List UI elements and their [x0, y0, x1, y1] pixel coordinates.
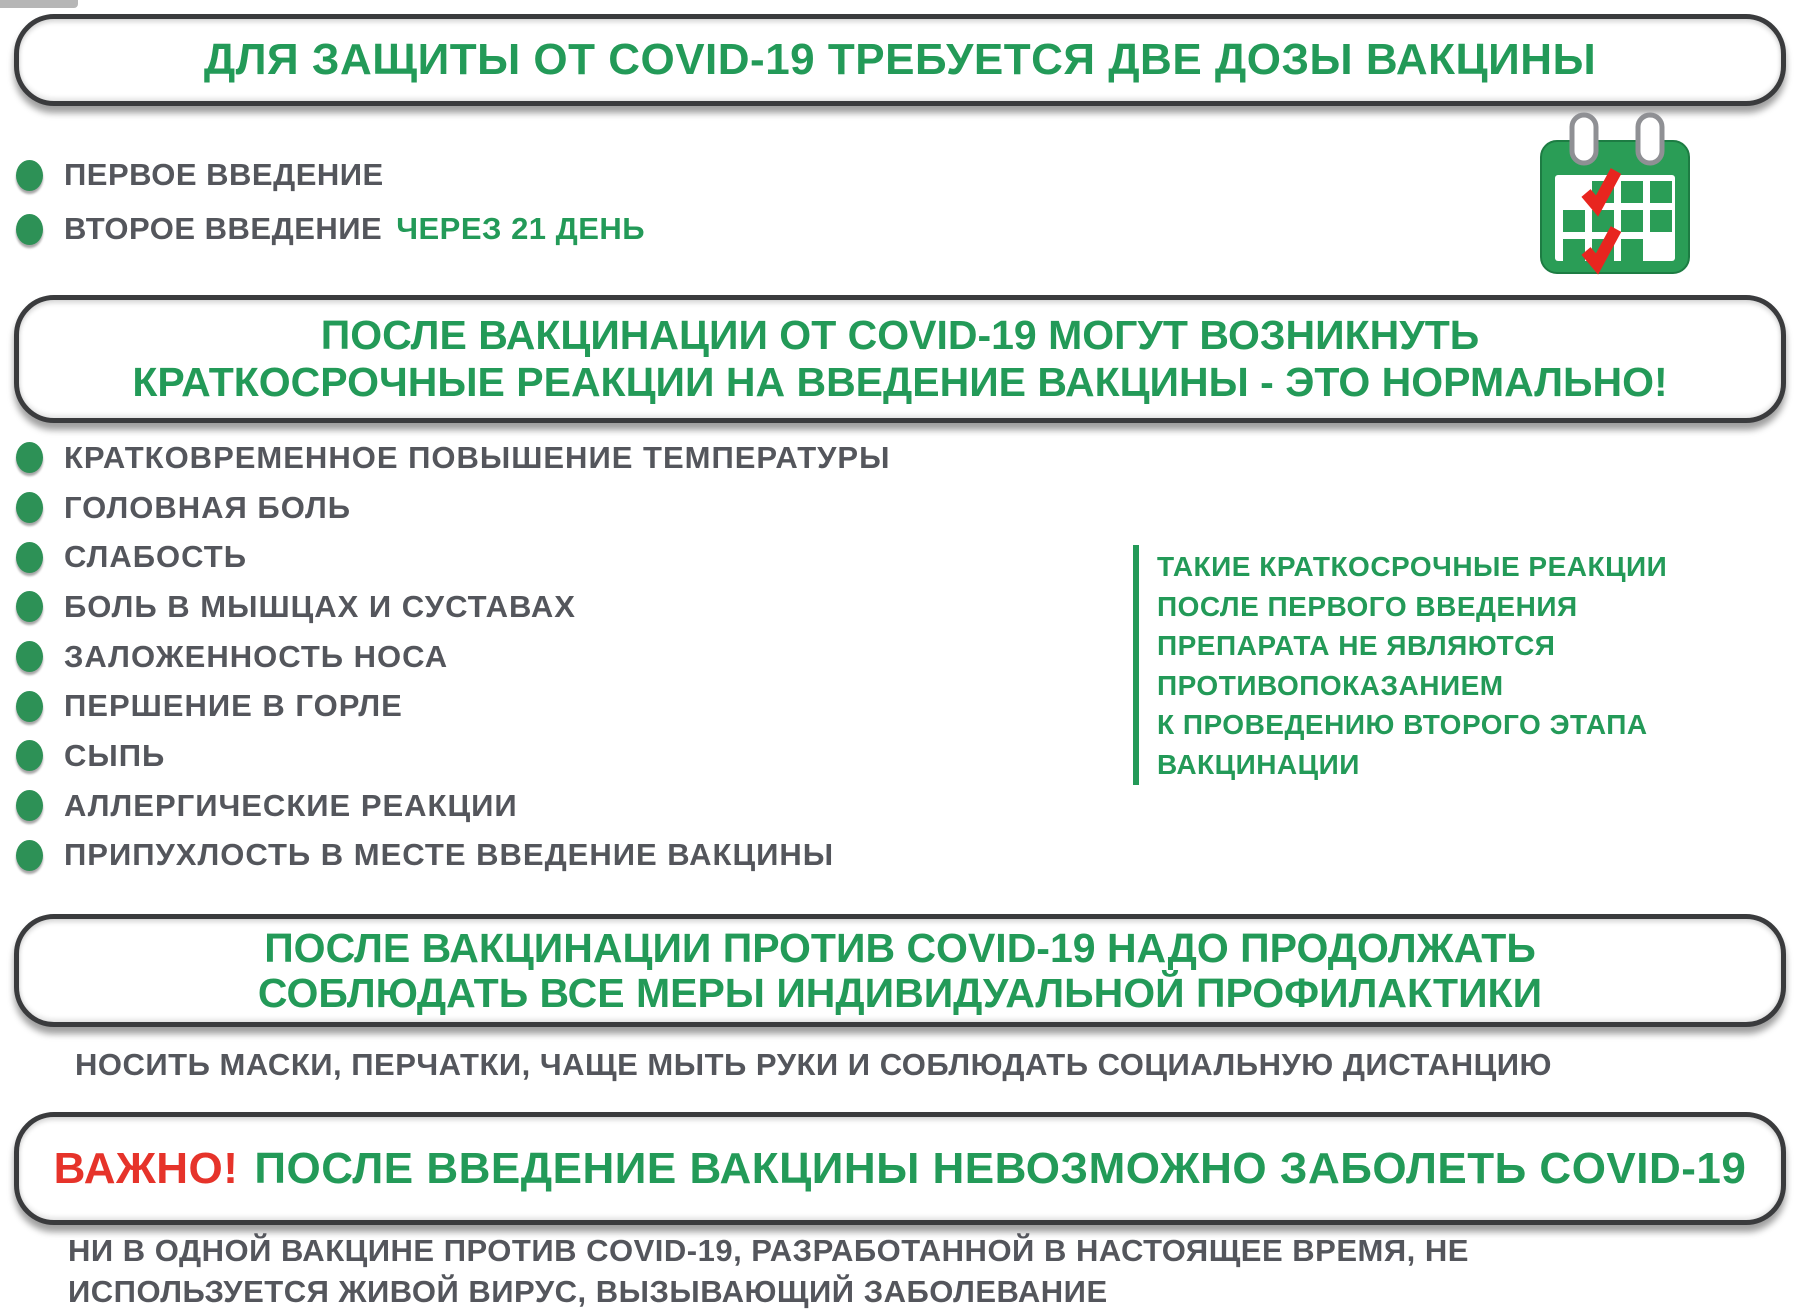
banner-important-text: ПОСЛЕ ВВЕДЕНИЕ ВАКЦИНЫ НЕВОЗМОЖНО ЗАБОЛЕТЬ COVID-19	[254, 1143, 1747, 1193]
list-item	[16, 632, 890, 682]
list-item	[16, 781, 890, 831]
note-line: К ПРОВЕДЕНИЮ ВТОРОГО ЭТАПА	[1157, 709, 1648, 740]
banner-prevention-line1: ПОСЛЕ ВАКЦИНАЦИИ ПРОТИВ COVID-19 НАДО ПРОДОЛЖАТЬ	[264, 924, 1536, 971]
crop-artifact	[0, 0, 78, 8]
list-item	[16, 532, 890, 582]
bullet-icon	[16, 442, 43, 473]
banner-prevention	[14, 914, 1786, 1027]
reaction-label: КРАТКОВРЕМЕННОЕ ПОВЫШЕНИЕ ТЕМПЕРАТУРЫ	[64, 439, 891, 475]
bullet-icon	[16, 214, 43, 245]
reaction-list	[16, 433, 890, 880]
calendar-icon	[1538, 111, 1700, 279]
note-line: ПРОТИВОПОКАЗАНИЕМ	[1157, 669, 1504, 701]
banner-two-doses-title: ДЛЯ ЗАЩИТЫ ОТ COVID-19 ТРЕБУЕТСЯ ДВЕ ДОЗЫ ВАКЦИНЫ	[203, 35, 1597, 84]
bullet-icon	[16, 840, 43, 871]
bullet-icon	[16, 160, 43, 191]
banner-important	[14, 1112, 1786, 1225]
side-note	[1157, 547, 1667, 784]
bullet-icon	[16, 591, 43, 622]
dose-second-highlight: ЧЕРЕЗ 21 ДЕНЬ	[396, 211, 646, 246]
dose-schedule-list	[16, 148, 645, 256]
list-item	[16, 681, 890, 731]
reaction-label: ПЕРШЕНИЕ В ГОРЛЕ	[64, 688, 403, 724]
reaction-label: ПРИПУХЛОСТЬ В МЕСТЕ ВВЕДЕНИЕ ВАКЦИНЫ	[64, 837, 835, 873]
footer-line2: ИСПОЛЬЗУЕТСЯ ЖИВОЙ ВИРУС, ВЫЗЫВАЮЩИЙ ЗАБОЛЕВАНИЕ	[68, 1274, 1108, 1309]
reaction-label: СЫПЬ	[64, 737, 166, 773]
banner-two-doses	[14, 14, 1786, 106]
bullet-icon	[16, 691, 43, 722]
bullet-icon	[16, 492, 43, 523]
reaction-label: БОЛЬ В МЫШЦАХ И СУСТАВАХ	[64, 588, 576, 624]
bullet-icon	[16, 542, 43, 573]
reaction-label: СЛАБОСТЬ	[64, 539, 247, 575]
list-item	[16, 433, 890, 483]
reaction-label: ГОЛОВНАЯ БОЛЬ	[64, 489, 352, 525]
list-item	[16, 148, 645, 202]
bullet-icon	[16, 740, 43, 771]
banner-reactions	[14, 295, 1786, 423]
banner-reactions-line2: КРАТКОСРОЧНЫЕ РЕАКЦИИ НА ВВЕДЕНИЕ ВАКЦИНЫ - ЭТО НОРМАЛЬНО!	[132, 359, 1668, 405]
reaction-label: АЛЛЕРГИЧЕСКИЕ РЕАКЦИИ	[64, 787, 518, 823]
note-line: ПРЕПАРАТА НЕ ЯВЛЯЮТСЯ	[1157, 630, 1556, 661]
list-item	[16, 731, 890, 781]
list-item	[16, 202, 645, 256]
banner-prevention-line2: СОБЛЮДАТЬ ВСЕ МЕРЫ ИНДИВИДУАЛЬНОЙ ПРОФИЛАКТИКИ	[257, 969, 1543, 1016]
important-label: ВАЖНО!	[53, 1143, 239, 1193]
note-accent-bar	[1133, 545, 1139, 785]
bullet-icon	[16, 641, 43, 672]
note-line: ВАКЦИНАЦИИ	[1157, 748, 1360, 780]
reaction-label: ЗАЛОЖЕННОСТЬ НОСА	[64, 638, 449, 674]
bullet-icon	[16, 790, 43, 821]
dose-first-label: ПЕРВОЕ ВВЕДЕНИЕ	[64, 157, 384, 192]
prevention-note: НОСИТЬ МАСКИ, ПЕРЧАТКИ, ЧАЩЕ МЫТЬ РУКИ И СОБЛЮДАТЬ СОЦИАЛЬНУЮ ДИСТАНЦИЮ	[75, 1047, 1552, 1082]
banner-reactions-line1: ПОСЛЕ ВАКЦИНАЦИИ ОТ COVID-19 МОГУТ ВОЗНИКНУТЬ	[320, 312, 1480, 358]
list-item	[16, 831, 890, 881]
footer-line1: НИ В ОДНОЙ ВАКЦИНЕ ПРОТИВ COVID-19, РАЗРАБОТАННОЙ В НАСТОЯЩЕЕ ВРЕМЯ, НЕ	[68, 1233, 1469, 1268]
dose-second-label: ВТОРОЕ ВВЕДЕНИЕ	[64, 211, 383, 246]
list-item	[16, 582, 890, 632]
note-line: ПОСЛЕ ПЕРВОГО ВВЕДЕНИЯ	[1157, 590, 1578, 622]
list-item	[16, 483, 890, 533]
note-line: ТАКИЕ КРАТКОСРОЧНЫЕ РЕАКЦИИ	[1157, 551, 1668, 582]
footer-note	[68, 1230, 1469, 1309]
